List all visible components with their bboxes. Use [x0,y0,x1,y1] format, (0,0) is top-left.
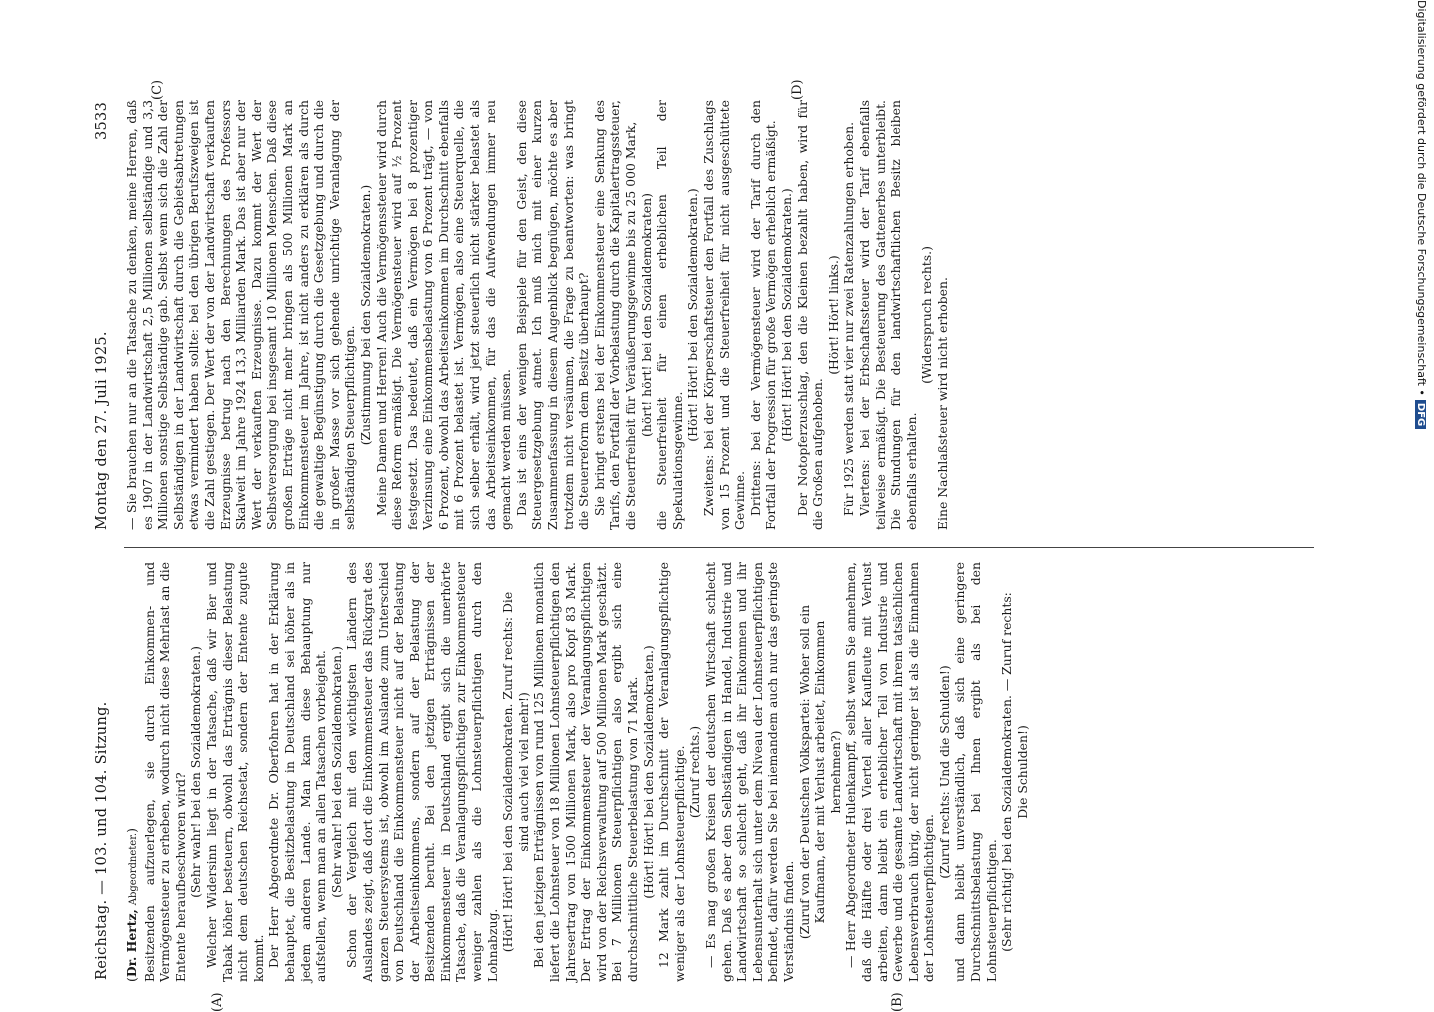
header-left: Reichstag. — 103. und 104. Sitzung. [94,701,110,980]
left-column-paragraph: (Hört! Hört! bei den Sozialdemokraten.) [640,645,656,899]
column-divider [124,547,1314,548]
left-column-paragraph: Besitzenden aufzuerlegen, sie durch Einkommen- und Vermögensteuer zu erheben, wodurch nicht diese Mehrlast an die Entente heraufbeschworen wird? [141,562,188,982]
right-column-paragraph: Eine Nachlaßsteuer wird nicht erhoben. [934,277,950,530]
left-column-paragraph: (Sehr wahr! bei den Sozialdemokraten.) [328,646,344,898]
right-column-paragraph: (Hört! Hört! bei den Sozialdemokraten.) [778,188,794,442]
margin-mark-a: (A) [210,992,225,1012]
rotated-document-page [90,79,1310,1012]
digitization-text: Digitalisierung gefördert durch die Deutsche Forschungsgemeinschaft • [1415,0,1428,396]
right-column-paragraph: die Steuerfreiheit für einen erheblichen Teil der Spekulationsgewinne. [654,100,685,530]
right-column-paragraph: Das ist eins der wenigen Beispiele für den Geist, den diese Steuergesetzgebung atmet. Ich muß mich mit einer kurzen Zusammenfassung in diesem Augenblick begnügen, möchte es aber trotzdem nicht versäumen, die Frage zu beantworten: was bringt die Steuerreform dem Besitz überhaupt? [513,100,592,530]
right-column-paragraph: (Widerspruch rechts.) [919,246,935,384]
digitization-note [1415,0,1428,429]
left-column [124,562,1030,982]
left-column-paragraph: 12 Mark zahlt im Durchschnitt der Veranlagungspflichtige weniger als der Lohnsteuerpflichtige. [656,562,687,982]
left-column-paragraph: — Es mag großen Kreisen der deutschen Wirtschaft schlecht gehen. Daß es aber den Selbständigen in Handel, Industrie und Landwirtschaft so schlecht geht, daß ihr Einkommen und ihr Lebensunterhalt sich unter dem Niveau der Lohnsteuerpflichtigen befindet, dafür werden Sie bei niemandem auch nur das geringste Verständnis finden. [702,562,796,982]
right-column-paragraph: (hört! hört! bei den Sozialdemokraten) [638,193,654,437]
margin-mark-b: (B) [890,992,905,1012]
left-column-paragraph: (Hört! Hört! bei den Sozialdemokraten. Zuruf rechts: Die sind auch viel viel mehr!) [500,591,531,953]
right-column-paragraph: Viertens: bei der Erbschaftssteuer wird der Tarif ebenfalls teilweise ermäßigt. Die Besteuerung des Gattenerbes unterbleibt. Die Stundungen für den landwirtschaftlichen Besitz bleiben ebenfalls erhalten. [856,100,919,530]
left-column-paragraph: — Herr Abgeordneter Hulenkampff, selbst wenn Sie annehmen, daß die Hälfte oder drei Viertel aller Kaufleute mit Verlust arbeiten, dann bleibt ein erheblicher Teil von Industrie und Gewerbe und die gesamte Landwirtschaft mit ihrem tatsächlichen Lebensverbrauch übrig, der nicht geringer ist als die Einnahmen der Lohnsteuerpflichtigen. [843,562,937,982]
right-column-body [124,100,950,530]
right-column-paragraph: (Hört! Hört! links.) [825,255,841,375]
left-column-paragraph: Welcher Widersinn liegt in der Tatsache, daß wir Bier und Tabak höher besteuern, obwohl das Erträgnis dieser Belastung nicht dem deutschen Reichsetat, sondern der Entente zugute kommt. [203,562,266,982]
right-column-paragraph: Meine Damen und Herren! Auch die Vermögenssteuer wird durch diese Reform ermäßigt. Die Vermögensteuer wird auf ½ Prozent festgesetzt. Das bedeutet, daß ein Vermögen bei 8 prozentiger Verzinsung eine Einkommensbelastung von 6 Prozent trägt, — von 6 Prozent, obwohl das Arbeitseinkommen im Durchschnitt ebenfalls mit 6 Prozent belastet ist. Vermögen, also eine Steuerquelle, die sich selber erhält, wird jetzt steuerlich nicht stärker belastet als das Arbeitseinkommen, für das die Aufwendungen immer neu gemacht werden müssen. [373,100,514,530]
left-column-paragraph: Bei den jetzigen Erträgnissen von rund 125 Millionen monatlich liefert die Lohnsteuer von 18 Millionen Lohnsteuerpflichtigen den Jahresertrag von 1500 Millionen Mark, also pro Kopf 83 Mark. Der Ertrag der Einkommensteuer der Veranlagungspflichtigen wird von der Reichsverwaltung auf 500 Millionen Mark geschätzt. Bei 7 Millionen Steuerpflichtigen also ergibt sich eine durchschnittliche Steuerbelastung von 71 Mark. [531,562,640,982]
left-column-body [142,562,1031,982]
right-column-paragraph: Sie bringt erstens bei der Einkommensteuer eine Senkung des Tarifs, den Fortfall der Vorbelastung durch die Kapitalertragssteuer, die Steuerfreiheit für Veräußerungsgewinne bis zu 25 000 Mark, [591,100,638,530]
left-column-paragraph: Der Herr Abgeordnete Dr. Oberfohren hat in der Erklärung behauptet, die Besitzbelastung in Deutschland sei höher als in jedem anderen Lande. Man kann diese Behauptung nur aufstellen, wenn man an allen Tatsachen vorbeigeht. [266,562,329,982]
speaker-name: Dr. Hertz, [124,909,139,978]
running-header [90,80,120,1000]
margin-mark-d: (D) [790,79,805,100]
right-column-paragraph: Für 1925 werden statt vier nur zwei Ratenzahlungen erhoben. [841,121,857,516]
left-column-paragraph: (Zuruf rechts.) [687,725,703,819]
right-column-paragraph: Zweitens: bei der Körperschaftsteuer den Fortfall des Zuschlags von 15 Prozent und die Steuerfreiheit für nicht ausgeschüttete Gewinne. [700,100,748,530]
left-column-paragraph: (Zuruf von der Deutschen Volkspartei: Woher soll ein Kaufmann, der mit Verlust arbeitet, Einkommen hernehmen?) [796,604,843,940]
left-column-paragraph: (Sehr wahr! bei den Sozialdemokraten.) [188,646,204,898]
left-column-paragraph: (Zuruf rechts: Und die Schulden!) [936,665,952,879]
right-column-paragraph: (Zustimmung bei den Sozialdemokraten.) [357,184,373,446]
left-column-paragraph: Schon der Vergleich mit den wichtigsten Ländern des Auslandes zeigt, daß dort die Einkommensteuer das Rückgrat des ganzen Steuersystems ist, obwohl im Auslande zum Unterschied von Deutschland die Einkommensteuer nicht auf der Belastung der Arbeitseinkommens, sondern auf der Belastung der Besitzenden beruht. Bei den jetzigen Erträgnissen der Einkommensteuer in Deutschland ergibt sich die unerhörte Tatsache, daß die Veranlagungspflichtigen zur Einkommensteuer weniger zahlen als die Lohnsteuerpflichtigen durch den Lohnabzug. [344,562,500,982]
dfg-logo: DFG [1415,400,1426,429]
speaker-line: (Dr. Hertz, Abgeordneter.) [124,828,139,982]
left-column-paragraph: (Sehr richtig! bei den Sozialdemokraten. — Zuruf rechts: Die Schulden!) [999,592,1030,952]
margin-mark-c: (C) [150,79,165,100]
header-date: Montag den 27. Juli 1925. [94,331,110,530]
left-column-paragraph: und dann bleibt unverständlich, daß sich eine geringere Durchschnittsbelastung bei Ihnen ergibt als bei den Lohnsteuerpflichtigen. [952,562,999,982]
right-column-paragraph: (Hört! Hört! bei den Sozialdemokraten.) [685,188,701,442]
speaker-role: Abgeordneter. [128,832,139,906]
right-column-paragraph: Drittens: bei der Vermögensteuer wird der Tarif durch den Fortfall der Progression für große Vermögen erheblich ermäßigt. [747,100,779,530]
page-number: 3533 [94,101,110,140]
right-column [124,100,950,530]
right-column-paragraph: Der Notopferzuschlag, den die Kleinen bezahlt haben, wird für die Großen aufgehoben. [794,100,826,530]
right-column-paragraph: — Sie brauchen nur an die Tatsache zu denken, meine Herren, daß es 1907 in der Landwirtschaft 2,5 Millionen selbständige und 3,3 Millionen sonstige Selbständige gab. Selbst wenn sich die Zahl der Selbständigen in der Landwirtschaft durch die Gebietsabtretungen etwas vermindert haben sollte: bei den übrigen Berufszweigen ist die Zahl gestiegen. Der Wert der von der Landwirtschaft verkauften Erzeugnisse betrug nach den Berechnungen des Professors Skalweit im Jahre 1924 13,3 Milliarden Mark. Das ist aber nur der Wert der verkauften Erzeugnisse. Dazu kommt der Wert der Selbstversorgung bei insgesamt 10 Millionen Menschen. Daß diese großen Erträge nicht mehr bringen als 500 Millionen Mark an Einkommensteuer im Jahre, ist nicht anders zu erklären als durch die gewaltige Begünstigung durch die Gesetzgebung und durch die in großer Masse vor sich gehende unrichtige Veranlagung der selbständigen Steuerpflichtigen. [124,100,358,530]
